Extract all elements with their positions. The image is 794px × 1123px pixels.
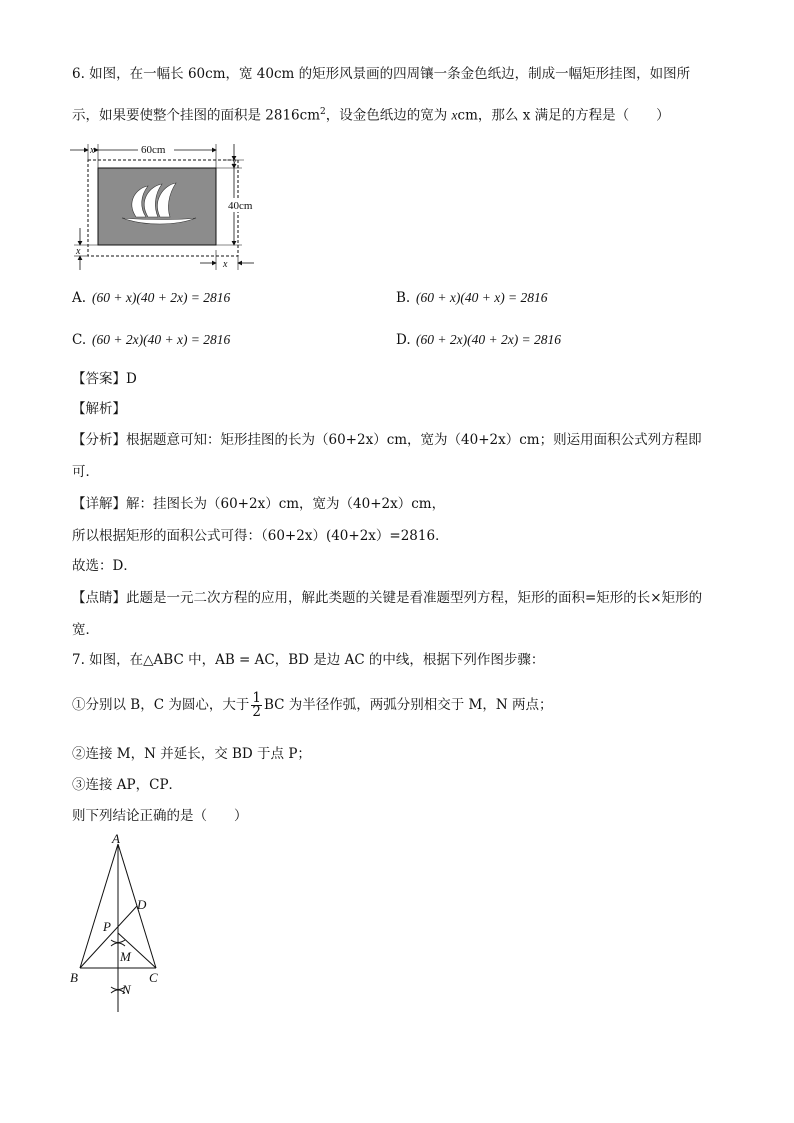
x-label-top-right: x [232, 157, 237, 168]
side-ab [80, 844, 118, 968]
fraction-denominator: 2 [252, 704, 261, 720]
q7-line-1: 7. 如图，在△ABC 中，AB = AC，BD 是边 AC 的中线，根据下列作图步骤： [72, 652, 545, 668]
height-label: 40cm [228, 200, 253, 212]
width-label: 60cm [141, 144, 166, 156]
answer-line: 【答案】D [72, 371, 137, 387]
q7-step-1-b: BC 为半径作弧，两弧分别相交于 M，N 两点； [263, 697, 553, 713]
xiangjie-line-3: 故选：D． [72, 558, 137, 574]
option-d-label: D. [396, 332, 411, 348]
q6-line-2-b: ，设金色纸边的宽为 [325, 107, 452, 124]
label-c: C [149, 970, 158, 985]
analysis-title: 【解析】 [72, 401, 126, 417]
option-b [396, 290, 548, 306]
q7-step-1-a: ①分别以 B，C 为圆心，大于 [72, 697, 250, 713]
xiangjie-line-2: 所以根据矩形的面积公式可得：（60+2x）(40+2x）=2816． [72, 528, 449, 544]
half-fraction [251, 692, 262, 719]
option-b-label: B. [396, 290, 411, 306]
x-label-bottom-right: x [223, 259, 228, 270]
q7-question: 则下列结论正确的是（ ） [72, 808, 248, 824]
option-a [72, 290, 230, 306]
label-m: M [120, 949, 131, 964]
option-d-text: (60 + 2x)(40 + 2x) = 2816 [416, 332, 562, 347]
q7-step-3: ③连接 AP，CP． [72, 777, 183, 793]
q7-step-2: ②连接 M，N 并延长，交 BD 于点 P； [72, 746, 311, 762]
option-a-label: A. [72, 290, 87, 306]
option-d [396, 332, 561, 348]
x-label-top-left: x [90, 145, 95, 156]
q6-line-2-c: cm，那么 x 满足的方程是（ ） [457, 107, 670, 124]
q6-frame-figure [66, 140, 266, 272]
label-a: A [112, 832, 120, 846]
dianjing-line-1: 【点睛】此题是一元二次方程的应用，解此类题的关键是看准题型列方程，矩形的面积=矩形的长×矩形的 [72, 590, 703, 606]
dianjing-line-2: 宽． [72, 622, 99, 638]
x-label-bottom-left: x [76, 246, 81, 257]
q7-step-1 [72, 692, 552, 719]
label-d: D [137, 897, 147, 912]
option-c [72, 332, 230, 348]
q7-triangle-figure [66, 832, 186, 1017]
option-a-text: (60 + x)(40 + 2x) = 2816 [92, 290, 231, 305]
option-c-label: C. [72, 332, 87, 348]
label-p: P [103, 919, 111, 934]
option-b-text: (60 + x)(40 + x) = 2816 [416, 290, 548, 305]
label-n: N [122, 982, 131, 997]
q6-line-2 [72, 102, 670, 126]
option-c-text: (60 + 2x)(40 + x) = 2816 [92, 332, 231, 347]
xiangjie-line-1: 【详解】解：挂图长为（60+2x）cm，宽为（40+2x）cm， [72, 496, 446, 512]
q6-var-x: x [451, 107, 458, 123]
fenxi-line-1: 【分析】根据题意可知：矩形挂图的长为（60+2x）cm，宽为（40+2x）cm；则运用面积公式列方程即 [72, 432, 702, 448]
q6-line-1: 6. 如图，在一幅长 60cm，宽 40cm 的矩形风景画的四周镶一条金色纸边，制成一幅矩形挂图，如图所 [72, 66, 691, 82]
fraction-numerator: 1 [252, 690, 261, 706]
fenxi-line-2: 可． [72, 464, 99, 480]
q6-sup: 2 [320, 107, 326, 117]
q6-line-2-a: 示，如果要使整个挂图的面积是 2816cm [72, 107, 321, 124]
label-b: B [70, 970, 78, 985]
inner-picture [98, 168, 216, 245]
